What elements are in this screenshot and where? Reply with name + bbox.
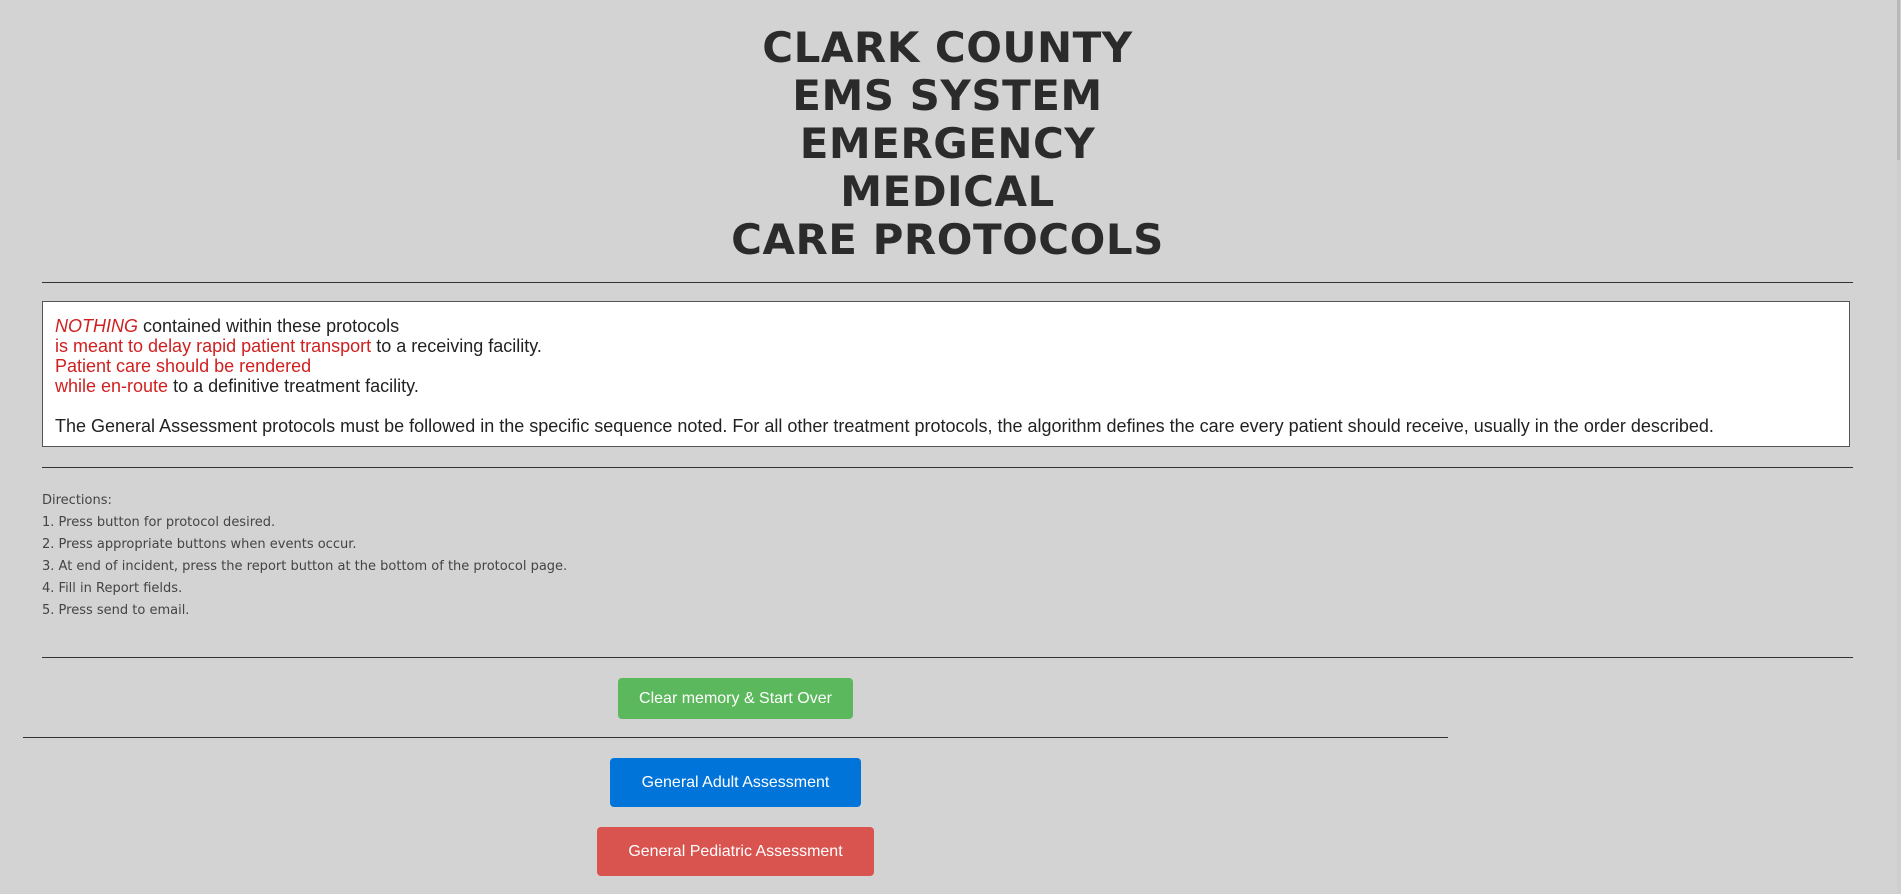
directions-step: 4. Fill in Report fields. [42, 581, 183, 596]
directions-heading: Directions: [42, 493, 112, 508]
notice-red-text: Patient care should be rendered [55, 356, 312, 376]
clear-memory-button[interactable]: Clear memory & Start Over [618, 678, 853, 719]
directions-step: 2. Press appropriate buttons when events occur. [42, 537, 357, 552]
directions-step: 1. Press button for protocol desired. [42, 515, 276, 530]
title-line: EMS SYSTEM [792, 71, 1103, 120]
directions-step: 5. Press send to email. [42, 603, 190, 618]
title-line: CLARK COUNTY [762, 23, 1133, 72]
notice-box [42, 301, 1850, 447]
general-adult-assessment-button[interactable]: General Adult Assessment [610, 758, 861, 807]
divider-buttons [23, 737, 1448, 738]
title-line: EMERGENCY [799, 119, 1096, 168]
directions-step: 3. At end of incident, press the report button at the bottom of the protocol page. [42, 559, 568, 574]
notice-paragraph: The General Assessment protocols must be followed in the specific sequence noted. For all other treatment protocols, the algorithm defines the care every patient should receive, usually in the order described. [55, 416, 1714, 436]
notice-text: to a definitive treatment facility. [168, 376, 419, 396]
directions [42, 490, 567, 622]
divider-notice [42, 467, 1853, 468]
general-pediatric-assessment-button[interactable]: General Pediatric Assessment [597, 827, 874, 876]
scrollbar-thumb[interactable] [1897, 0, 1900, 160]
divider-directions [42, 657, 1853, 658]
notice-text: contained within these protocols [138, 316, 400, 336]
notice-text: to a receiving facility. [371, 336, 542, 356]
notice-line [55, 316, 1837, 336]
notice-emphasis: NOTHING [55, 316, 138, 336]
notice-line [55, 376, 1837, 396]
notice-red-text: is meant to delay rapid patient transport [55, 336, 372, 356]
title-line: CARE PROTOCOLS [731, 215, 1164, 264]
scrollbar[interactable] [1897, 0, 1901, 894]
divider-top [42, 282, 1853, 283]
notice-red-text: while en-route [55, 376, 169, 396]
notice-line [55, 356, 1837, 376]
page-title [0, 24, 1895, 264]
title-line: MEDICAL [840, 167, 1055, 216]
notice-line [55, 336, 1837, 356]
